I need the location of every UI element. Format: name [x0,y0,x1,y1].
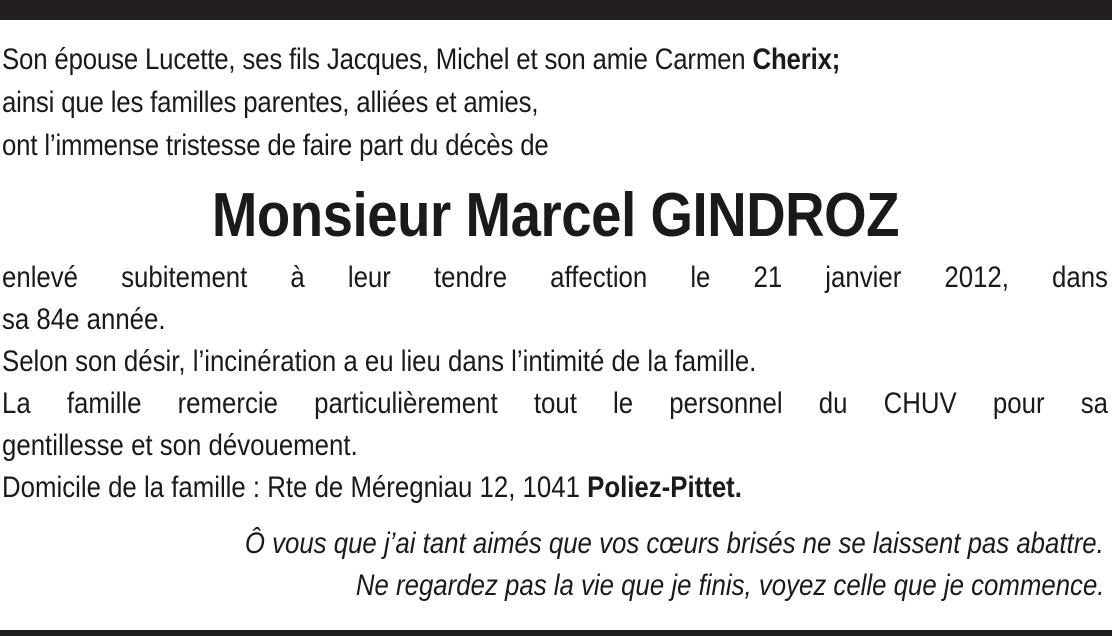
intro-line-3: ont l’immense tristesse de faire part du décès de [2,129,549,162]
obituary-notice [2,38,1108,607]
deceased-name: Monsieur Marcel GINDROZ [211,181,899,250]
family-address-text [2,467,742,509]
intro-family-surname: Cherix; [752,43,841,76]
body-line-2 [2,299,1108,341]
address-street: Domicile de la famille : Rte de Méregniau 12, 1041 [2,471,588,504]
announcement-intro [2,38,1108,167]
family-address [2,467,1108,509]
bottom-border [0,630,1112,636]
body-line-3-text: Selon son désir, l’incinération a eu lieu dans l’intimité de la famille. [2,345,757,378]
body-line-5 [2,425,1108,467]
address-locality: Poliez-Pittet. [587,471,742,504]
quote-line-2 [2,565,1104,607]
deceased-name-heading [2,177,1108,255]
quote-line-1 [2,523,1104,565]
body-line-1 [2,257,1108,299]
quote-line-1-text: Ô vous que j’ai tant aimés que vos cœurs brisés ne se laissent pas abattre. [245,527,1104,560]
body-line-4 [2,383,1108,425]
intro-line-1 [2,38,1108,81]
body-line-3 [2,341,1108,383]
body-line-4-text: La famille remercie particulièrement tout le personnel du CHUV pour sa [2,387,1108,420]
quote-line-2-text: Ne regardez pas la vie que je finis, voyez celle que je commence. [355,569,1104,602]
body-line-1-text: enlevé subitement à leur tendre affection le 21 janvier 2012, dans [2,261,1108,294]
top-border [0,0,1112,20]
body-line-5-text: gentillesse et son dévouement. [2,429,358,462]
announcement-body [2,257,1108,509]
body-line-2-text: sa 84e année. [2,303,166,336]
intro-line-2: ainsi que les familles parentes, alliées et amies, [2,86,539,119]
closing-quote [2,523,1108,607]
intro-family-names: Son épouse Lucette, ses fils Jacques, Michel et son amie Carmen [2,43,753,76]
